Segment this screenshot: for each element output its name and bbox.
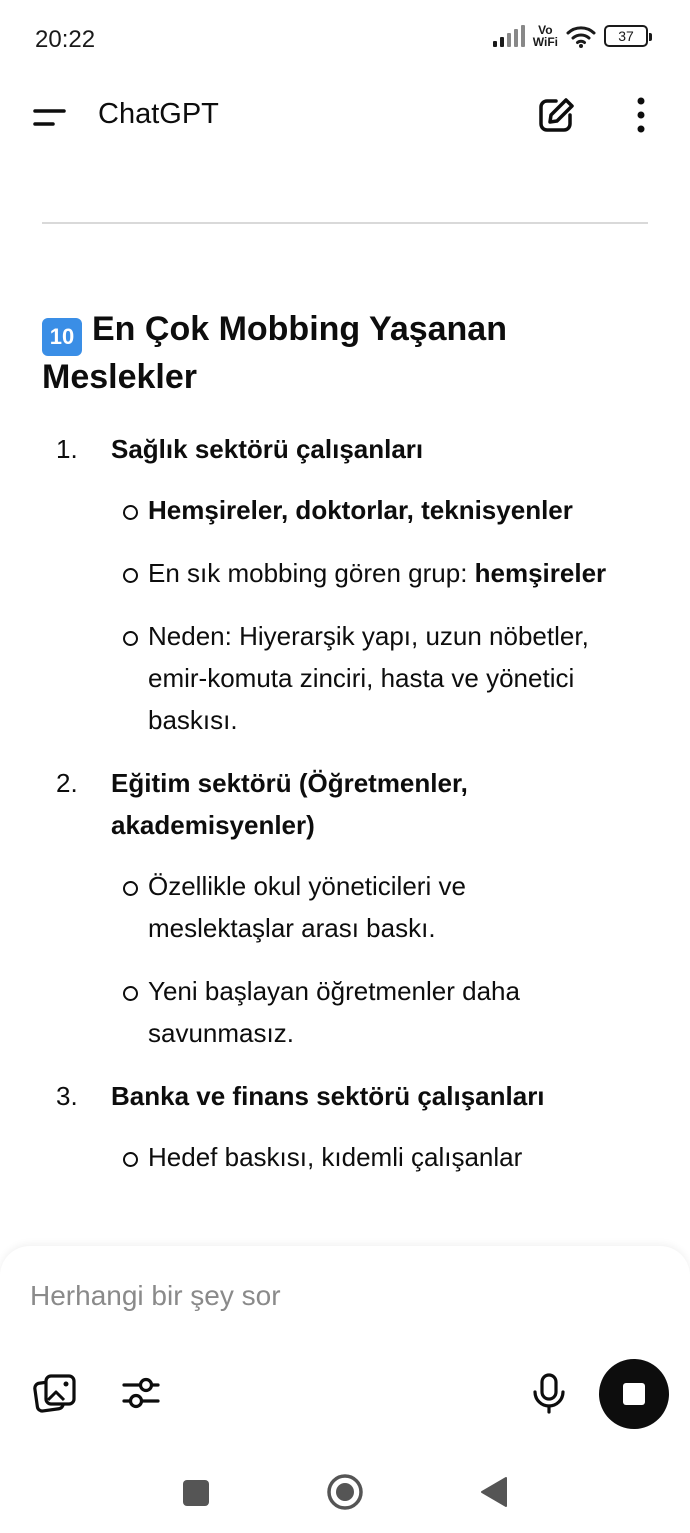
message-input[interactable]: Herhangi bir şey sor	[30, 1280, 281, 1311]
sub-item-text: Özellikle okul yöneticileri ve meslektaşlar arası baskı.	[148, 871, 466, 943]
sub-list-item	[111, 615, 652, 741]
app-bar	[0, 80, 690, 154]
sub-item-text: En sık mobbing gören grup:	[148, 558, 475, 588]
stop-icon	[623, 1383, 645, 1405]
status-icons	[493, 24, 648, 48]
more-vert-icon[interactable]	[624, 95, 658, 135]
assistant-message	[42, 308, 652, 1199]
sub-list-item	[111, 1136, 652, 1178]
list-item-title: Eğitim sektörü (Öğretmenler, akademisyenler)	[111, 768, 468, 840]
recents-icon[interactable]	[183, 1480, 209, 1506]
sub-item-text: Hedef baskısı, kıdemli çalışanlar	[148, 1142, 523, 1172]
vowifi-label-top: Vo	[538, 23, 553, 37]
list-number: 3.	[56, 1081, 78, 1111]
battery-icon: 37	[604, 25, 648, 47]
sub-item-bold: Hemşireler, doktorlar, teknisyenler	[148, 495, 573, 525]
section-heading	[42, 308, 652, 398]
list-item	[42, 428, 652, 762]
status-bar	[0, 0, 690, 80]
list-item	[42, 762, 652, 1075]
vowifi-label	[533, 24, 558, 48]
list-item	[42, 1075, 652, 1199]
message-divider	[42, 222, 648, 224]
app-title: ChatGPT	[98, 98, 219, 130]
status-time: 20:22	[35, 26, 96, 53]
heading-text: En Çok Mobbing Yaşanan Meslekler	[42, 310, 507, 396]
list-item-title: Banka ve finans sektörü çalışanları	[111, 1081, 545, 1111]
tools-sliders-icon[interactable]	[120, 1372, 162, 1414]
sub-list-item	[111, 970, 581, 1054]
wifi-icon	[566, 24, 596, 48]
signal-icon	[493, 25, 525, 47]
ordered-list	[42, 428, 652, 1199]
sub-list-item	[111, 552, 652, 594]
list-item-title: Sağlık sektörü çalışanları	[111, 434, 424, 464]
list-number: 1.	[56, 434, 78, 464]
composer	[0, 1246, 690, 1456]
sub-item-text: Neden: Hiyerarşik yapı, uzun nöbetler, emir-komuta zinciri, hasta ve yönetici baskısı.	[148, 621, 589, 735]
sub-item-bold: hemşireler	[474, 558, 607, 588]
keycap-ten-emoji: 10	[42, 318, 82, 356]
stop-generating-button[interactable]	[599, 1359, 669, 1429]
sub-list-item	[111, 489, 652, 531]
vowifi-label-bottom: WiFi	[532, 35, 558, 49]
microphone-icon[interactable]	[530, 1372, 568, 1414]
menu-icon[interactable]	[30, 103, 70, 133]
sub-list-item	[111, 865, 511, 949]
sub-item-text: Yeni başlayan öğretmenler daha savunmasız.	[148, 976, 520, 1048]
sub-list	[111, 846, 652, 1075]
back-icon[interactable]	[480, 1476, 508, 1508]
home-icon[interactable]	[326, 1473, 364, 1511]
image-attach-icon[interactable]	[32, 1372, 78, 1414]
new-chat-icon[interactable]	[536, 95, 576, 135]
sub-list	[111, 470, 652, 762]
sub-list	[111, 1117, 652, 1199]
system-nav-bar	[0, 1456, 690, 1533]
list-number: 2.	[56, 768, 78, 798]
